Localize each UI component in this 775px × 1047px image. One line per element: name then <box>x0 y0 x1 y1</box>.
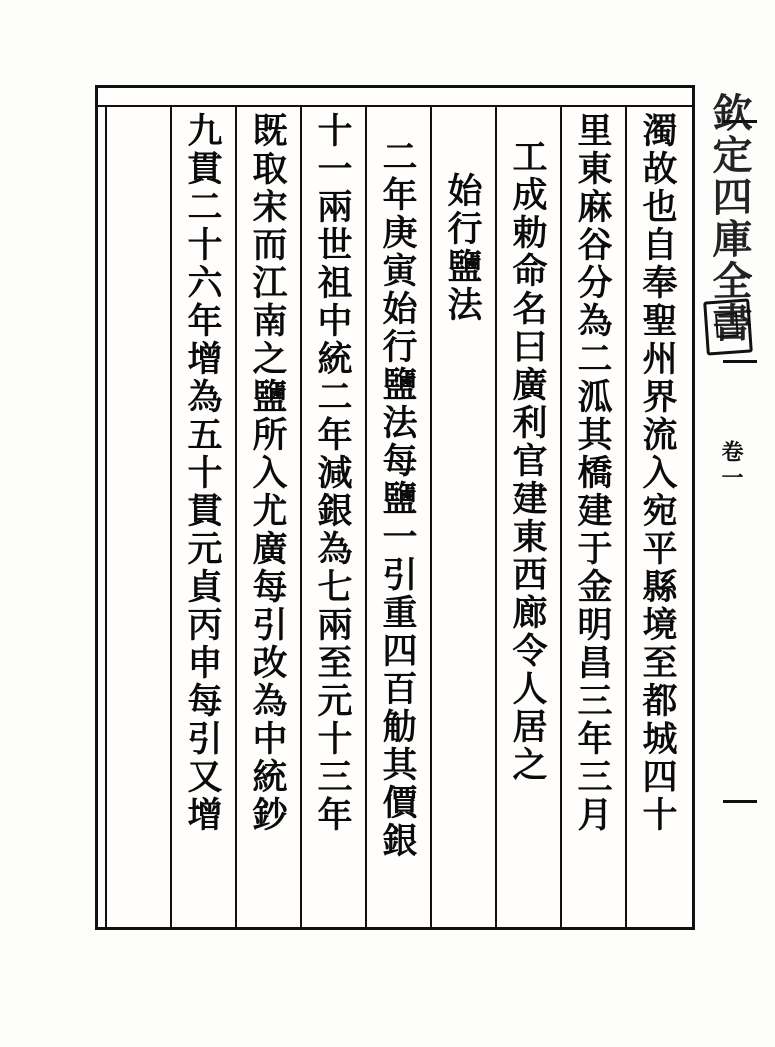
volume-marker: 卷一 <box>718 440 744 492</box>
text-column-5: 二年庚寅始行鹽法每鹽一引重四百觔其價銀 <box>377 138 418 860</box>
column-rule <box>365 105 367 930</box>
column-rule <box>495 105 497 930</box>
masthead-title: 欽定四庫全書 <box>706 91 753 345</box>
text-column-7: 既取宋而江南之鹽所入尤廣每引改為中統鈔 <box>247 112 288 834</box>
text-column-1: 濁故也自奉聖州界流入宛平縣境至都城四十 <box>637 112 678 834</box>
column-rule <box>105 105 107 930</box>
binding-tick <box>723 120 757 123</box>
column-rule <box>170 105 172 930</box>
binding-tick <box>723 360 757 363</box>
text-column-8: 九貫二十六年增為五十貫元貞丙申每引又增 <box>182 112 223 834</box>
text-column-2: 里東麻谷分為二泒其橋建于金明昌三年三月 <box>572 112 613 834</box>
seal-stamp-icon <box>703 298 753 355</box>
text-column-3: 工成勅命名曰廣利官建東西廊令人居之 <box>507 138 548 784</box>
column-rule <box>300 105 302 930</box>
text-column-6: 十一兩世祖中統二年減銀為七兩至元十三年 <box>312 112 353 834</box>
column-rule <box>625 105 627 930</box>
column-rule <box>560 105 562 930</box>
text-column-4-heading: 始行鹽法 <box>442 172 483 324</box>
binding-tick <box>723 800 757 803</box>
page-border-inner-rule <box>95 105 695 107</box>
column-rule <box>430 105 432 930</box>
column-rule <box>235 105 237 930</box>
